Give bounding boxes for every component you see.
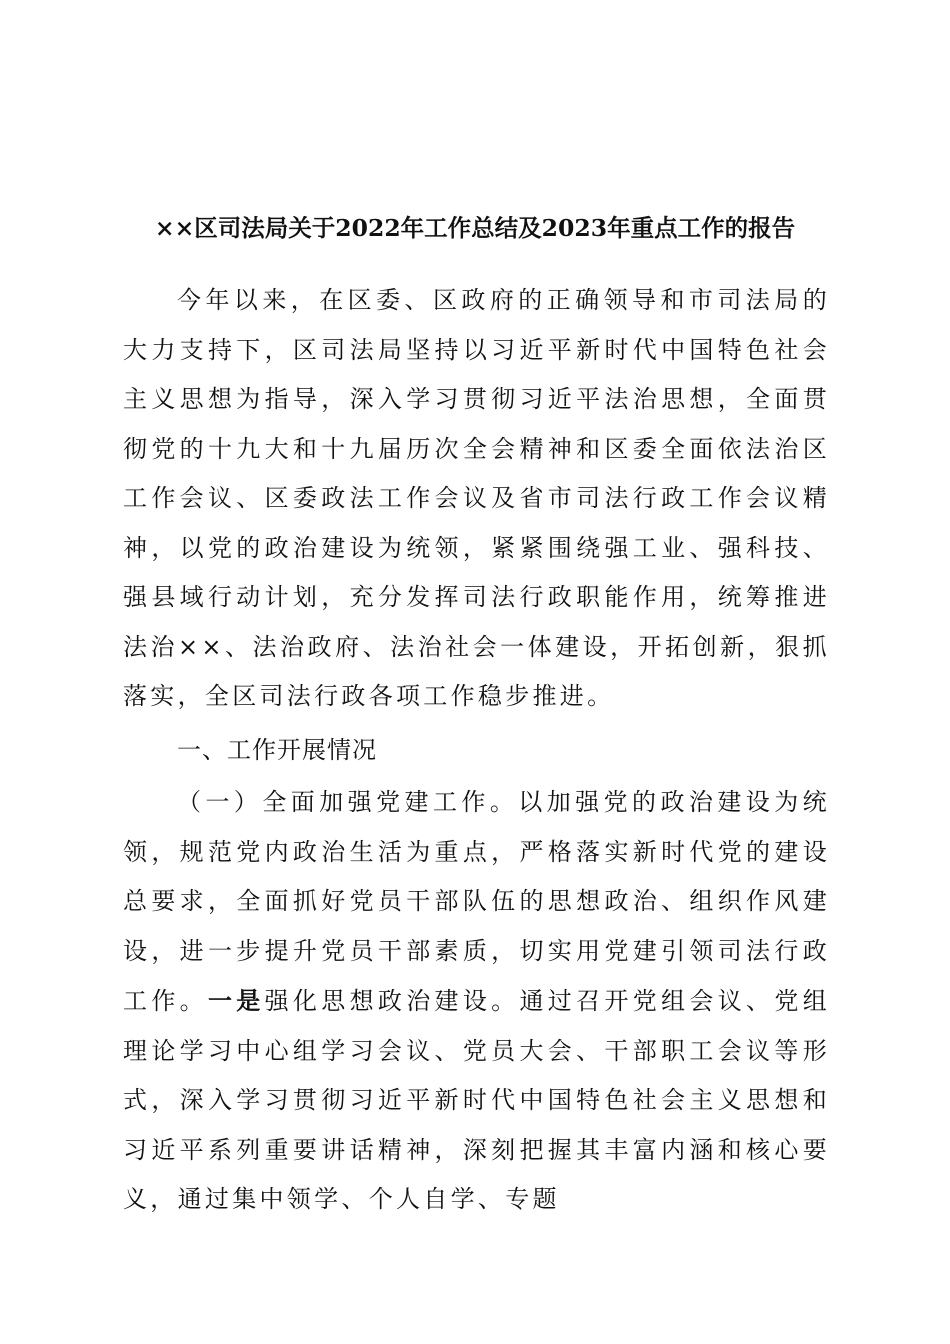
bold-marker: 一是	[207, 986, 265, 1015]
intro-paragraph: 今年以来，在区委、区政府的正确领导和市司法局的大力支持下，区司法局坚持以习近平新时代中国特色社会主义思想为指导，深入学习贯彻习近平法治思想，全面贯彻党的十九大和十九届历次全会精神和区委全面依法治区工作会议、区委政法工作会议及省市司法行政工作会议精神，以党的政治建设为统领，紧紧围绕强工业、强科技、强县域行动计划，充分发挥司法行政职能作用，统筹推进法治××、法治政府、法治社会一体建设，开拓创新，狠抓落实，全区司法行政各项工作稳步推进。	[123, 286, 830, 710]
subsection-text-after-bold: 强化思想政治建设。通过召开党组会议、党组理论学习中心组学习会议、党员大会、干部职工会议等形式，深入学习贯彻习近平新时代中国特色社会主义思想和习近平系列重要讲话精神，深刻把握其丰富内涵和核心要义，通过集中领学、个人自学、专题	[123, 987, 830, 1213]
subsection-lead: （一）全面加强党建工作。	[177, 788, 519, 816]
subsection-paragraph	[123, 778, 830, 1225]
subsection-text-before-bold: 以加强党的政治建设为统领，规范党内政治生活为重点，严格落实新时代党的建设总要求，全面抓好党员干部队伍的思想政治、组织作风建设，进一步提升党员干部素质，切实用党建引领司法行政工作。	[123, 788, 830, 1015]
section-heading: 一、工作开展情况	[177, 736, 377, 764]
document-title: ××区司法局关于2022年工作总结及2023年重点工作的报告	[154, 214, 796, 242]
